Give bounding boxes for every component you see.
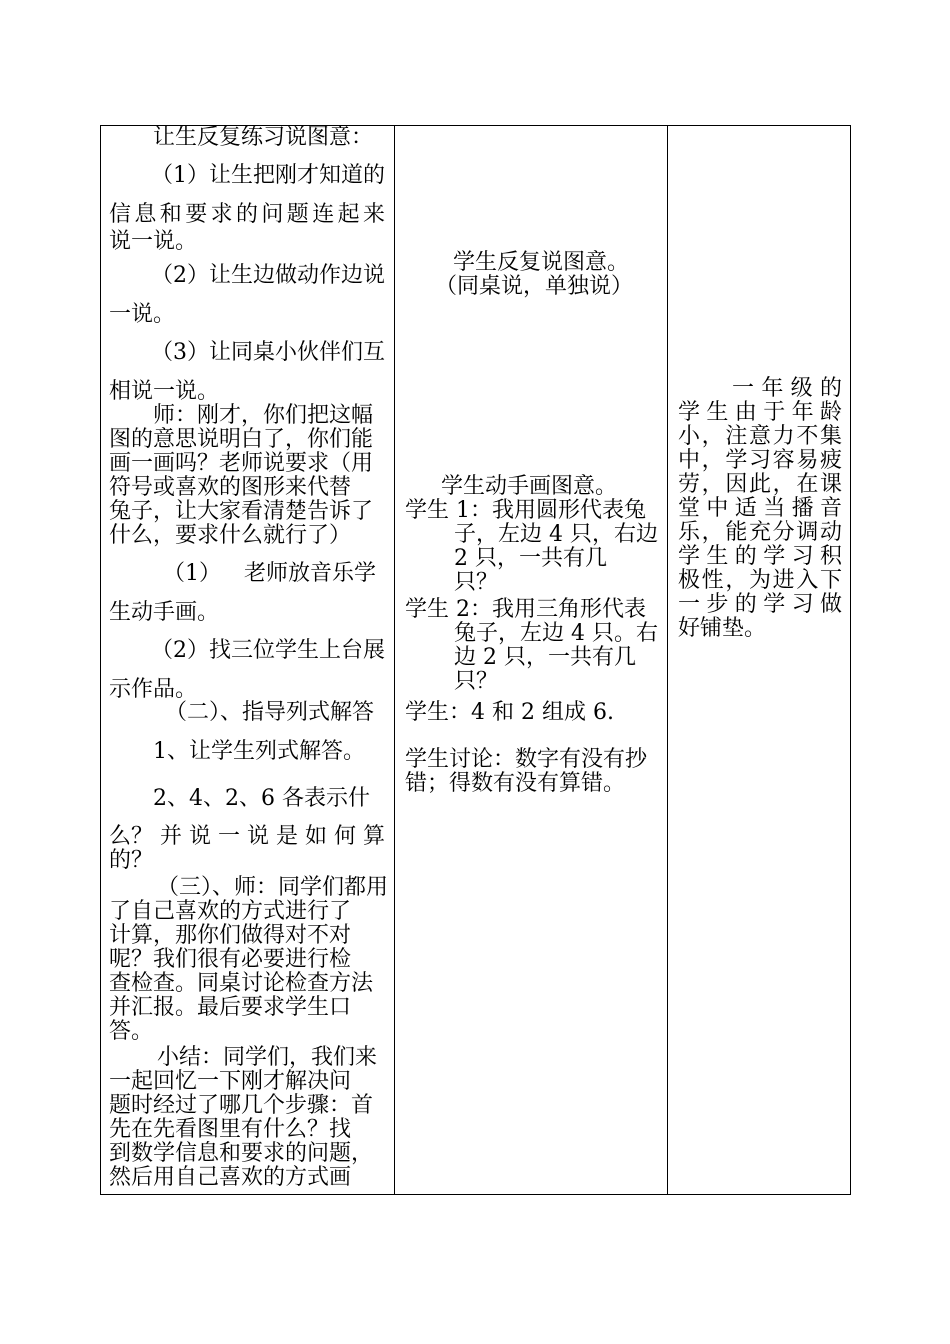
text-line: 1、让学生列式解答。: [153, 739, 365, 764]
text-line: 让生反复练习说图意：: [153, 126, 374, 150]
text-line: 2 只，一共有几: [454, 546, 607, 571]
text-line: 边 2 只，一共有几: [454, 645, 636, 670]
text-line: 师：刚才，你们把这幅: [153, 403, 374, 428]
text-line: 只？: [454, 669, 499, 694]
text-line: 呢？我们很有必要进行检: [109, 947, 352, 972]
text-line: （同桌说，单独说）: [435, 274, 634, 299]
text-line: 小结：同学们，我们来: [157, 1045, 378, 1070]
column-divider: [667, 126, 668, 1194]
text-line: 老师放音乐学: [244, 561, 377, 586]
text-line: （3）让同桌小伙伴们互: [151, 340, 385, 365]
text-line: 学生 2：我用三角形代表: [405, 597, 646, 622]
text-line: 劳，因此，在课: [678, 472, 842, 497]
text-line: 极性，为进入下: [678, 568, 842, 593]
text-line: 计算，那你们做得对不对: [109, 923, 352, 948]
text-line: 兔子，让大家看清楚告诉了: [109, 499, 374, 524]
text-line: 并汇报。最后要求学生口: [109, 995, 352, 1020]
text-line: 题时经过了哪几个步骤：首: [109, 1093, 374, 1118]
column-divider: [394, 126, 395, 1194]
design-intent-cell: [674, 126, 846, 1194]
text-line: 查检查。同桌讨论检查方法: [109, 971, 374, 996]
text-line: （1）: [163, 561, 221, 586]
text-line: 好铺垫。: [678, 616, 767, 641]
text-line: 答。: [109, 1019, 154, 1044]
text-line: 学生 1：我用圆形代表兔: [405, 498, 646, 523]
text-line: 到数学信息和要求的问题，: [109, 1141, 374, 1166]
text-line: 符号或喜欢的图形来代替: [109, 475, 352, 500]
text-line: 一起回忆一下刚才解决问: [109, 1069, 352, 1094]
text-line: 学生动手画图意。: [441, 474, 618, 499]
text-line: 只？: [454, 570, 499, 595]
text-line: 么？ 并 说 一 说 是 如 何 算: [109, 824, 385, 849]
text-line: 学生：4 和 2 组成 6.: [405, 700, 614, 725]
text-line: 错；得数有没有算错。: [405, 771, 626, 796]
text-line: 了自己喜欢的方式进行了: [109, 899, 352, 924]
text-line: 信息和要求的问题连起来: [109, 202, 385, 227]
text-line: 学生由于年龄: [678, 400, 842, 425]
text-line: 学生讨论：数字有没有抄: [405, 747, 648, 772]
text-line: 2、4、2、6 各表示什: [153, 786, 370, 811]
text-line: 示作品。: [109, 677, 198, 702]
text-line: 一 年 级 的: [732, 376, 842, 401]
text-line: 的？: [109, 848, 154, 873]
text-line: 画一画吗？老师说要求（用: [109, 451, 374, 476]
text-line: 中，学习容易疲: [678, 448, 842, 473]
text-line: 子，左边 4 只，右边: [454, 522, 658, 547]
text-line: 说一说。: [109, 229, 198, 254]
student-activity-cell: [401, 126, 663, 1194]
text-line: （2）找三位学生上台展: [151, 638, 385, 663]
text-line: 然后用自己喜欢的方式画: [109, 1165, 352, 1190]
text-line: （2）让生边做动作边说: [151, 263, 385, 288]
text-line: 先在先看图里有什么？找: [109, 1117, 352, 1142]
text-line: 乐，能充分调动: [678, 520, 842, 545]
text-line: 堂中适当播音: [678, 496, 842, 521]
text-line: 学生的学习积: [678, 544, 842, 569]
text-line: （二）、指导列式解答: [165, 700, 375, 725]
teaching-process-cell: [109, 126, 389, 1194]
text-line: 一步的学习做: [678, 592, 842, 617]
text-line: （三）、师：同学们都用: [157, 875, 389, 900]
text-line: 小，注意力不集: [678, 424, 842, 449]
text-line: 什么，要求什么就行了）: [109, 523, 352, 548]
text-line: （1）让生把刚才知道的: [151, 163, 385, 188]
text-line: 兔子，左边 4 只。右: [454, 621, 658, 646]
text-line: 学生反复说图意。: [453, 250, 630, 275]
text-line: 相说一说。: [109, 379, 220, 404]
text-line: 生动手画。: [109, 600, 220, 625]
text-line: 一说。: [109, 302, 176, 327]
lesson-table: [100, 125, 851, 1195]
text-line: 图的意思说明白了，你们能: [109, 427, 374, 452]
